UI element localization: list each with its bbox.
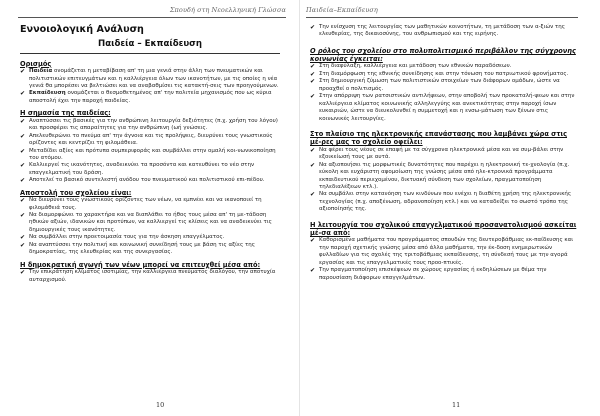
checkmark-icon: ✔ xyxy=(310,70,316,78)
checkmark-icon: ✔ xyxy=(20,212,26,220)
title-divider xyxy=(20,53,280,54)
list-item xyxy=(310,78,580,93)
chapter-title: Εννοιολογική Ανάλυση xyxy=(20,24,144,35)
electronic-revolution-list xyxy=(310,147,580,214)
list-item xyxy=(20,118,280,133)
left-header-rule xyxy=(18,17,286,18)
item-text: Αναπτύσσει τις βασικές για την ανθρώπινη λειτουργία δεξιότητες (π.χ. χρήση του λόγου) και προσφέρει τις απαραίτητες για την ανθρώπινη (ωή γνώσεις. xyxy=(29,117,278,132)
item-text: Να διευρύνει τους γνωστικούς ορίζοντες των νέων, να εμπνέει και να ικανοποιεί τη φιλομάθειά τους. xyxy=(29,197,262,211)
right-page-number: 11 xyxy=(452,401,461,409)
section-heading-definition: Ορισμός xyxy=(20,59,52,68)
item-text: ονομάζεται ο θεσμοθετημένος απ' την πολιτεία μηχανισμός που ως κύρια αποστολή έχει την παροχή παιδείας. xyxy=(29,90,272,104)
list-item xyxy=(20,177,280,184)
list-item xyxy=(20,234,280,241)
importance-list xyxy=(20,118,280,185)
section-heading-electronic-revolution: Στο πλαίσιο της ηλεκτρονικής επανάστασης που λαμβάνει χώρα στις μέ-ρες μας το σχολείο οφείλει: xyxy=(310,130,568,147)
checkmark-icon: ✔ xyxy=(310,237,316,245)
checkmark-icon: ✔ xyxy=(310,93,316,101)
left-running-head: Σπουδή στη Νεοελληνική Γλώσσα xyxy=(169,6,286,14)
item-text: Την επικράτηση κλίματος ισοτιμίας, την καλλιέργεια πνεύματος διαλόγου, την αποτυχία αυταρχισμού. xyxy=(29,269,276,283)
checkmark-icon: ✔ xyxy=(20,90,26,98)
item-text: Να αξιοποιήσει τις μορφωτικές δυνατότητες που παρέχει η ηλεκτρονική τε-χνολογία (π.χ. εύκολη και ευχάριστη αφομοίωση της γνώσης μέσα από ηλε-κτρονικά προγράμματα εκπαιδευτικού περιεχομένου, δικτυακή σύνδεση των σχολείων, πραγματοποίηση τηλεδιαλέξεων κτλ.). xyxy=(319,161,570,190)
checkmark-icon: ✔ xyxy=(20,234,26,242)
checkmark-icon: ✔ xyxy=(20,68,26,76)
continued-list xyxy=(310,24,580,39)
checkmark-icon: ✔ xyxy=(20,177,26,185)
checkmark-icon: ✔ xyxy=(310,78,316,86)
checkmark-icon: ✔ xyxy=(20,117,26,125)
list-item xyxy=(310,267,580,282)
list-item xyxy=(310,147,580,162)
item-text: Να συμβάλλει στην προετοιμασία τους για την άσκηση επαγγέλματος. xyxy=(29,234,225,241)
checkmark-icon: ✔ xyxy=(20,162,26,170)
section-heading-importance: Η σημασία της παιδείας: xyxy=(20,109,111,118)
list-item xyxy=(20,68,280,90)
section-heading-democratic-education: Η δημοκρατική αγωγή των νέων μπορεί να επιτευχθεί μέσα από: xyxy=(20,260,261,269)
item-text: Στην απόρριψη των ρατσιστικών αντιλήψεων, στην αποβολή των προκαταλή-ψεων και στην καλλιέργεια κλίματος κοινωνικής αλληλεγγύης και ανεκτικότητας στην παροχή ίσων ευκαιριών, ώστε να διευκολυνθεί η συμμετοχή και η ενσω-μάτωση των ξένων στις κοινωνικές λειτουργίες. xyxy=(319,93,575,122)
section-heading-multicultural: Ο ρόλος του σχολείου στο πολυπολιτισμικό περιβάλλον της σύγχρονης κοινωνίας έγκειται: xyxy=(310,46,576,64)
checkmark-icon: ✔ xyxy=(310,24,316,31)
item-text: Στη διαφύλαξη, καλλιέργεια και μετάδοση των εθνικών παραδόσεων. xyxy=(319,63,512,70)
right-page xyxy=(300,0,600,416)
checkmark-icon: ✔ xyxy=(20,241,26,249)
vocational-guidance-list xyxy=(310,237,580,282)
list-item xyxy=(310,162,580,192)
checkmark-icon: ✔ xyxy=(310,146,316,154)
checkmark-icon: ✔ xyxy=(20,197,26,205)
checkmark-icon: ✔ xyxy=(20,147,26,155)
item-text: Καθορισμένα μαθήματα του προγράμματος σπουδών της δευτεροβάθμιας εκ-παίδευσης και την παροχή σχετικής γνώσης μέσα από άλλα μαθήματα, την έκ-δοση ενημερωτικών φυλλαδίων για τις σχολές της τριτοβάθμιας εκπαίδευσης, τη σύνδεσή τους με την αγορά εργασίας και τις επαγγελματικές τους προο-πτικές. xyxy=(319,237,574,266)
list-item xyxy=(20,148,280,163)
item-text: Την πραγματοποίηση επισκέψεων σε χώρους εργασίας ή εκδηλώσεων με θέμα την παρουσίαση διάφορων επαγγελμάτων. xyxy=(319,267,547,281)
list-item xyxy=(310,237,580,267)
item-text: Να συμβάλει στην κατανόηση των κινδύνων που ενέχει η διαθέτη χρήση της ηλεκτρονικής τεχνολογίας (π.χ. αποξένωση, αδρανοποίηση κτλ.) και να καταδείξει το σωστό τρόπο της αξιοποίησής της. xyxy=(319,191,572,213)
term: Εκπαίδευση xyxy=(29,90,66,97)
section-heading-vocational-guidance: Η λειτουργία του σχολικού επαγγελματικού προσανατολισμού ασκείται μέ-σα από: xyxy=(310,220,577,238)
list-item xyxy=(310,63,580,70)
left-page-body xyxy=(20,24,280,284)
democratic-education-list xyxy=(20,269,280,284)
checkmark-icon: ✔ xyxy=(310,161,316,169)
checkmark-icon: ✔ xyxy=(310,267,316,275)
definition-list xyxy=(20,68,280,105)
right-page-body xyxy=(310,24,580,282)
list-item xyxy=(20,133,280,148)
list-item xyxy=(20,162,280,177)
section-heading-school-mission: Αποστολή του σχολείου είναι: xyxy=(20,188,132,197)
item-text: Απελευθερώνει το πνεύμα απ' την άγνοια και τις προλήψεις, διευρύνει τους γνωστικούς ορίζοντες και κεντρίζει τη φιλομάθεια. xyxy=(29,132,273,147)
list-item xyxy=(20,242,280,257)
left-page-number: 10 xyxy=(156,401,165,409)
item-text: Στη διαμόρφωση της εθνικής συνείδησης και στην τόνωση του πατριωτικού φρονήματος. xyxy=(319,70,569,77)
list-item xyxy=(20,269,280,284)
checkmark-icon: ✔ xyxy=(310,191,316,199)
list-item xyxy=(20,90,280,105)
list-item xyxy=(310,191,580,213)
item-text: Αποτελεί το βασικό συντελεστή ανόδου του πνευματικού και πολιτιστικού επι-πέδου. xyxy=(29,177,265,184)
school-mission-list xyxy=(20,197,280,257)
item-text: ονομάζεται η μεταβίβαση απ' τη μια γενιά στην άλλη των πνευματικών και πολιτιστικών επιτευγμάτων και η καλλιέργεια όλων των ικανοτήτων, με τις οποίες η νέα γενιά θα μπορέσει να βελτιώσει και να αναβαθμίσει τις κατακτή-σεις των προηγούμενων. xyxy=(29,68,279,89)
item-text: Την ενίσχυση της λειτουργίας των μαθητικών κοινοτήτων, τη μετάδοση των α-ξιών της ελευθερίας, της δικαιοσύνης, του ανθρωπισμού και της ειρήνης. xyxy=(319,24,565,38)
item-text: Να αναπτύσσει την πολιτική και κοινωνική συνείδησή τους με βάση τις αξίες της δημοκρατίας, της ελευθερίας και της συνεργασίας. xyxy=(29,241,255,256)
list-item xyxy=(20,197,280,212)
item-text: Να φέρει τους νέους σε επαφή με τα σύγχρονα ηλεκτρονικά μέσα και να συμ-βάλει στην εξοικείωσή τους με αυτά. xyxy=(319,146,564,161)
checkmark-icon: ✔ xyxy=(20,269,26,277)
checkmark-icon: ✔ xyxy=(310,63,316,71)
item-text: Καλλιεργεί τις ικανότητες, αναδεικνύει τα προσόντα και κατευθύνει το νέο στην επαγγελματική του δράση. xyxy=(29,162,255,176)
term: Παιδεία xyxy=(29,68,53,75)
list-item xyxy=(310,93,580,123)
list-item xyxy=(310,24,580,39)
list-item xyxy=(20,212,280,234)
right-header-rule xyxy=(306,17,578,18)
chapter-subtitle: Παιδεία – Εκπαίδευση xyxy=(98,38,202,49)
item-text: Να διαμορφώνει το χαρακτήρα και να διαπλάθει το ήθος τους μέσα απ' τη με-τάδοση ηθικών αξιών, ιδανικών και προτύπων, να καλλιεργεί τις κλίσεις και να αναδεικνύει τις δημιουργικές τους ικανότητες. xyxy=(29,212,272,233)
multicultural-list xyxy=(310,63,580,123)
checkmark-icon: ✔ xyxy=(20,132,26,140)
right-running-head: Παιδεία–Εκπαίδευση xyxy=(306,6,378,14)
item-text: Μεταδίδει αξίες και πρότυπα συμπεριφοράς και συμβάλλει στην ομαλή κοι-νωνικοποίηση του ατόμου. xyxy=(29,147,276,161)
item-text: Στη δημιουργική ζύμωση των πολιτιστικών στοιχείων των διάφορων ομάδων, ώστε να προαχθεί ο πολιτισμός. xyxy=(319,78,560,92)
